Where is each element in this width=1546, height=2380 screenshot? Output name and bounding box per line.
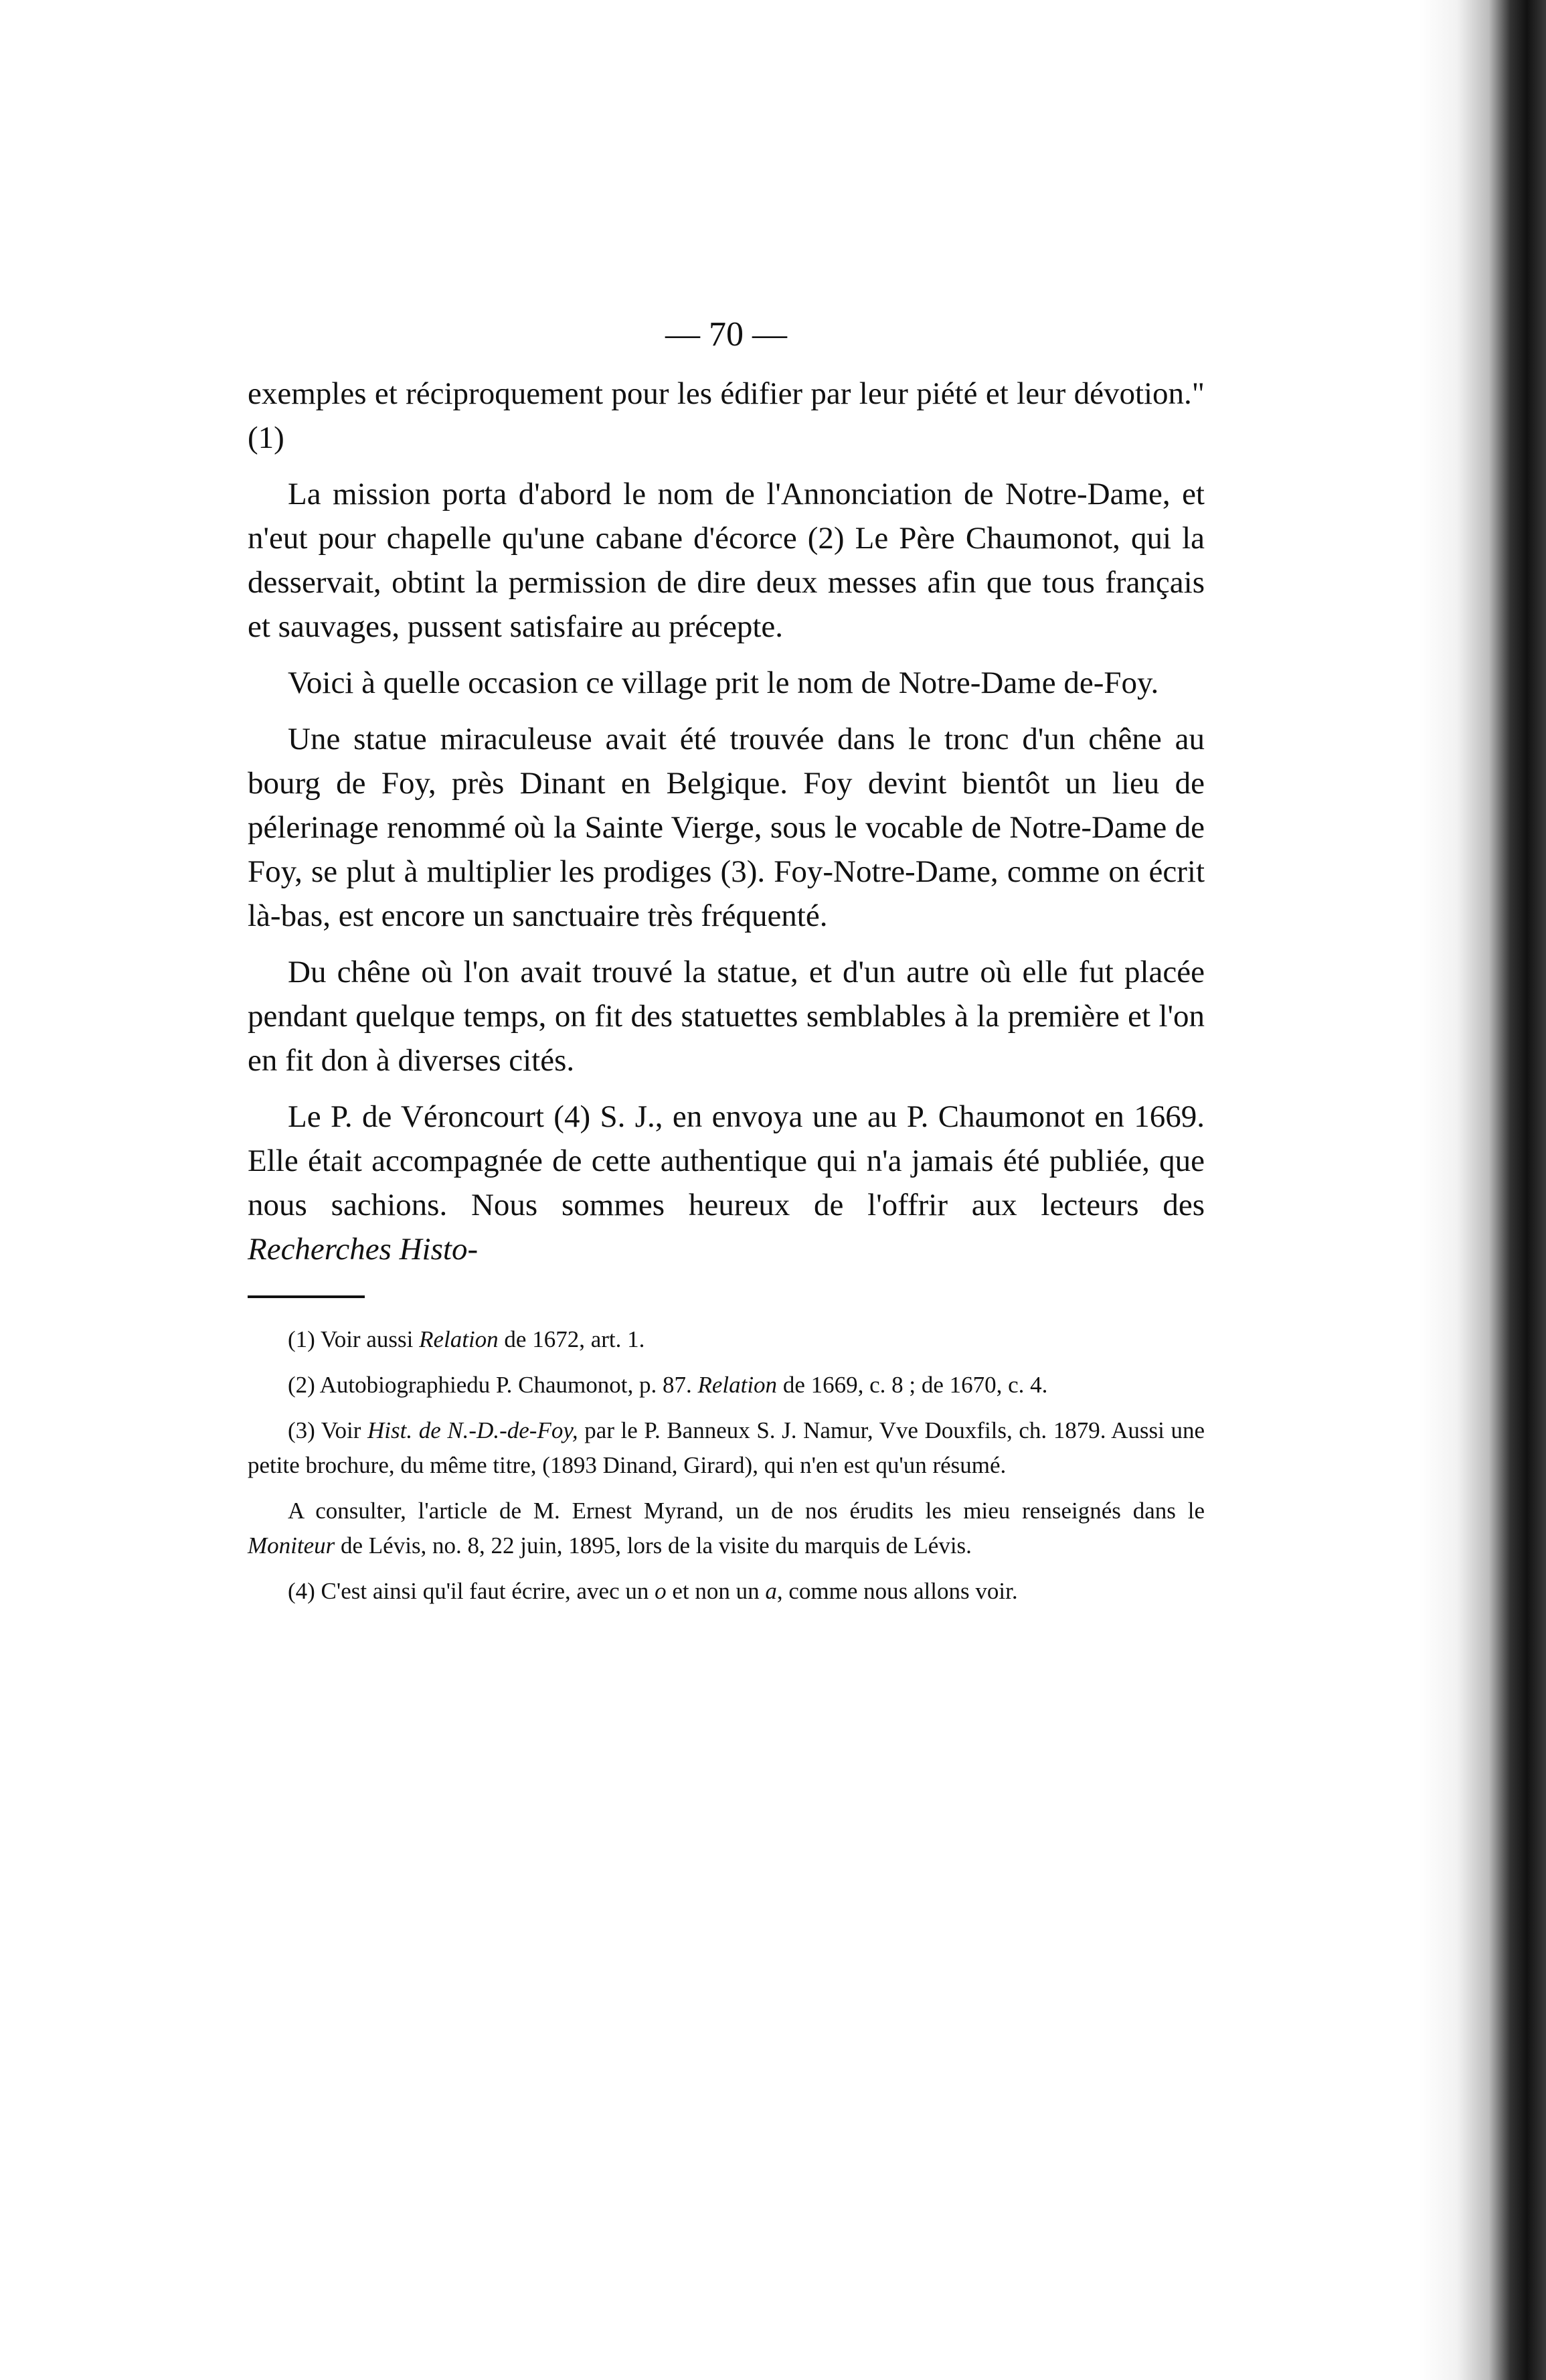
footnote-text: (3) Voir — [288, 1417, 368, 1443]
footnote-2 — [248, 1368, 1205, 1403]
footnote-italic: a — [765, 1578, 777, 1604]
footnote-rule — [248, 1295, 365, 1298]
footnote-text: de 1669, c. 8 ; de 1670, c. 4. — [777, 1372, 1048, 1398]
footnote-text: de 1672, art. 1. — [498, 1326, 645, 1352]
footnote-text: par le P. Banneux S. J. Namur, Vve Douxfils, ch. 1879. Aussi une petite brochure, du même titre, (1893 Dinand, Girard), qui n'en est qu'un résumé. — [248, 1417, 1205, 1478]
footnote-text: de Lévis, no. 8, 22 juin, 1895, lors de la visite du marquis de Lévis. — [335, 1532, 972, 1559]
italic-title: Recherches Histo- — [248, 1232, 479, 1267]
paragraph: La mission porta d'abord le nom de l'Annonciation de Notre-Dame, et n'eut pour chapelle qu'une cabane d'écorce (2) Le Père Chaumonot, qui la desservait, obtint la permission de dire deux messes afin que tous français et sauvages, pussent satisfaire au précepte. — [248, 477, 1205, 644]
footnote-italic: Moniteur — [248, 1532, 335, 1559]
page-edge-shadow — [1419, 0, 1546, 2380]
page-number: — 70 — — [665, 315, 787, 353]
footnote-italic: o — [655, 1578, 667, 1604]
footnote-italic: Relation — [697, 1372, 778, 1398]
main-text — [248, 372, 1205, 1271]
paragraph: exemples et réciproquement pour les édifier par leur piété et leur dévotion." (1) — [248, 376, 1205, 455]
footnote-3 — [248, 1413, 1205, 1483]
footnote-1 — [248, 1322, 1205, 1357]
footnote-text: A consulter, l'article de M. Ernest Myrand, un de nos érudits les mieu renseignés dans le — [288, 1498, 1205, 1524]
footnote-text: (1) Voir aussi — [288, 1326, 420, 1352]
paragraph: Du chêne où l'on avait trouvé la statue, et d'un autre où elle fut placée pendant quelque temps, on fit des statuettes semblables à la première et l'on en fit don à diverses cités. — [248, 955, 1205, 1078]
paragraph-text: Le P. de Véroncourt (4) S. J., en envoya une au P. Chaumonot en 1669. Elle était accompagnée de cette authentique qui n'a jamais été publiée, que nous sachions. Nous sommes heureux de l'offrir aux lecteurs des — [248, 1099, 1205, 1222]
footnote-italic: Relation — [419, 1326, 499, 1352]
paragraph: Une statue miraculeuse avait été trouvée dans le tronc d'un chêne au bourg de Foy, près Dinant en Belgique. Foy devint bientôt un lieu de pélerinage renommé où la Sainte Vierge, sous le vocable de Notre-Dame de Foy, se plut à multiplier les prodiges (3). Foy-Notre-Dame, comme on écrit là-bas, est encore un sanctuaire très fréquenté. — [248, 722, 1205, 933]
footnote-text: (2) Autobiographiedu P. Chaumonot, p. 87. — [288, 1372, 698, 1398]
footnote-text: , comme nous allons voir. — [776, 1578, 1018, 1604]
footnotes — [248, 1322, 1205, 1609]
footnote-italic: Hist. de N.-D.-de-Foy, — [367, 1417, 578, 1443]
footnote-text: et non un — [666, 1578, 766, 1604]
footnote-text: (4) C'est ainsi qu'il faut écrire, avec un — [288, 1578, 655, 1604]
paragraph — [248, 1095, 1205, 1271]
paragraph: Voici à quelle occasion ce village prit le nom de Notre-Dame de-Foy. — [288, 665, 1159, 700]
footnote-3-continued — [248, 1494, 1205, 1563]
footnote-4 — [248, 1574, 1205, 1609]
book-page — [248, 315, 1205, 1619]
